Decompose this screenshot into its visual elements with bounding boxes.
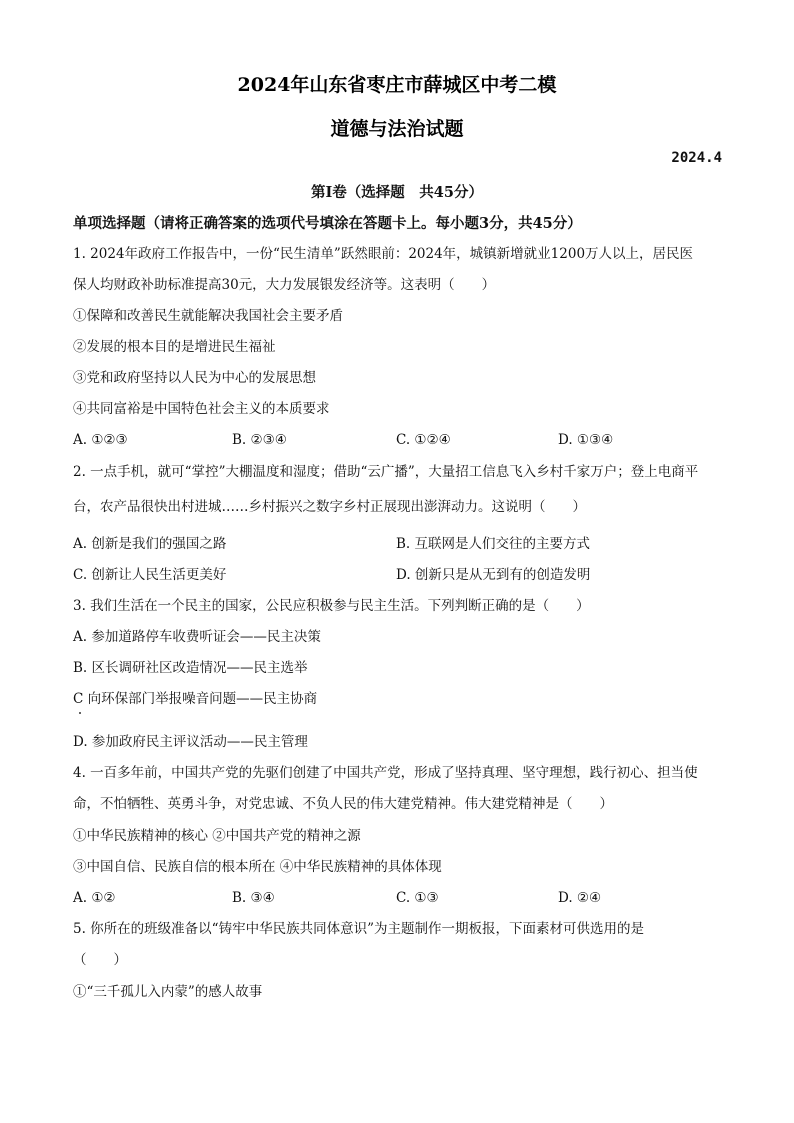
question-3-option-c: C 向环保部门举报噪音问题——民主协商 (73, 691, 318, 707)
exam-date: 2024.4 (671, 150, 722, 166)
question-2-option-a: A. 创新是我们的强国之路 (73, 536, 227, 552)
question-5-stem-line-2: （ ） (73, 952, 127, 968)
section-instruction: 单项选择题（请将正确答案的选项代号填涂在答题卡上。每小题3分，共45分） (73, 215, 582, 232)
question-3-stem: 3. 我们生活在一个民主的国家，公民应积极参与民主生活。下列判断正确的是（ ） (73, 598, 590, 614)
question-1-statement-4: ④共同富裕是中国特色社会主义的本质要求 (73, 401, 330, 417)
question-4-option-a: A. ①② (73, 890, 116, 906)
question-4-option-c: C. ①③ (396, 890, 439, 906)
question-5-statement-1: ①“三千孤儿入内蒙”的感人故事 (73, 984, 263, 1000)
question-1-option-d: D. ①③④ (558, 432, 614, 448)
question-1-stem-line-2: 保人均财政补助标准提高30元，大力发展银发经济等。这表明（ ） (73, 277, 496, 293)
question-1-option-a: A. ①②③ (73, 432, 128, 448)
question-4-stem-line-2: 命，不怕牺牲、英勇斗争，对党忠诚、不负人民的伟大建党精神。伟大建党精神是（ ） (73, 796, 613, 812)
question-2-option-d: D. 创新只是从无到有的创造发明 (396, 567, 591, 583)
question-2-stem-line-1: 2. 一点手机，就可“掌控”大棚温度和湿度；借助“云广播”，大量招工信息飞入乡村千家万户；登上电商平 (73, 464, 699, 480)
exam-subtitle: 道德与法治试题 (330, 118, 464, 140)
question-1-statement-2: ②发展的根本目的是增进民生福祉 (73, 339, 276, 355)
question-4-statements-line-1: ①中华民族精神的核心 ②中国共产党的精神之源 (73, 828, 361, 844)
question-4-option-b: B. ③④ (232, 890, 275, 906)
question-1-option-b: B. ②③④ (232, 432, 287, 448)
question-2-option-c: C. 创新让人民生活更美好 (73, 567, 227, 583)
question-2-stem-line-2: 台，农产品很快出村进城……乡村振兴之数字乡村正展现出澎湃动力。这说明（ ） (73, 499, 586, 515)
question-3-option-a: A. 参加道路停车收费听证会——民主决策 (73, 629, 321, 645)
question-4-option-d: D. ②④ (558, 890, 602, 906)
question-3-option-d: D. 参加政府民主评议活动——民主管理 (73, 734, 308, 750)
question-4-stem-line-1: 4. 一百多年前，中国共产党的先驱们创建了中国共产党，形成了坚持真理、坚守理想，践行初心、担当使 (73, 765, 698, 781)
question-1-statement-1: ①保障和改善民生就能解决我国社会主要矛盾 (73, 308, 343, 324)
question-3-option-b: B. 区长调研社区改造情况——民主选举 (73, 660, 308, 676)
question-1-option-c: C. ①②④ (396, 432, 451, 448)
question-1-statement-3: ③党和政府坚持以人民为中心的发展思想 (73, 370, 316, 386)
question-4-statements-line-2: ③中国自信、民族自信的根本所在 ④中华民族精神的具体体现 (73, 859, 442, 875)
section-heading: 第Ⅰ卷（选择题 共45分） (311, 184, 483, 201)
question-2-option-b: B. 互联网是人们交往的主要方式 (396, 536, 591, 552)
stray-dot-mark (79, 712, 81, 714)
exam-title: 2024年山东省枣庄市薛城区中考二模 (237, 74, 557, 96)
question-1-stem-line-1: 1. 2024年政府工作报告中，一份“民生清单”跃然眼前：2024年，城镇新增就业1200万人以上，居民医 (73, 246, 694, 262)
question-5-stem-line-1: 5. 你所在的班级准备以“铸牢中华民族共同体意识”为主题制作一期板报，下面素材可供选用的是 (73, 921, 644, 937)
